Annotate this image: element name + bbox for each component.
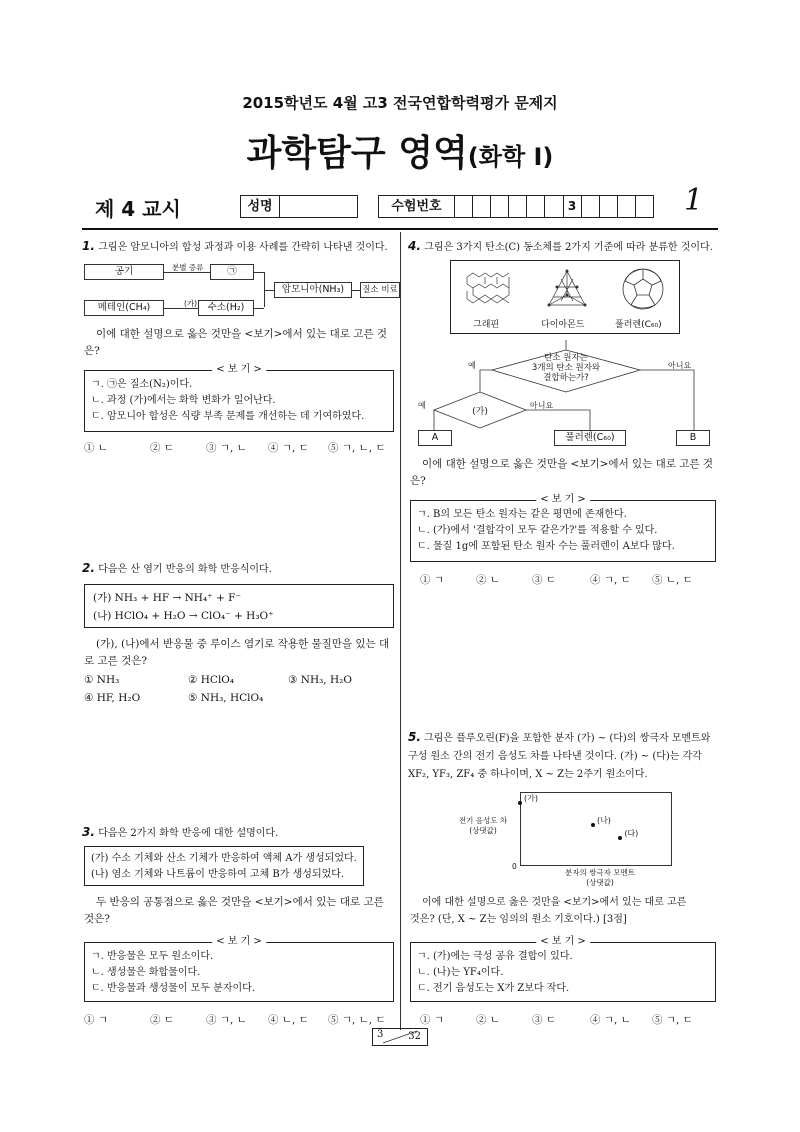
q2-text: 다음은 산 염기 반응의 화학 반응식이다. bbox=[98, 564, 272, 575]
decision1-text: 탄소 원자는 3개의 탄소 원자와 결합하는가? bbox=[531, 353, 601, 383]
exam-number-cell[interactable] bbox=[636, 196, 653, 217]
leaf-b: B bbox=[676, 430, 710, 446]
q1-diagram bbox=[84, 262, 396, 322]
q1-stem bbox=[82, 238, 394, 256]
q3-bogi-3: ㄷ. 반응물과 생성물이 모두 분자이다. bbox=[91, 983, 255, 994]
name-box bbox=[240, 195, 358, 218]
q4-number: 4. bbox=[408, 239, 421, 253]
y-axis-label: 전기 음성도 차 (상댓값) bbox=[458, 816, 508, 835]
q2-choices-row2 bbox=[84, 690, 394, 707]
arrow-fert bbox=[352, 290, 360, 291]
arrow-methane bbox=[164, 308, 198, 309]
ammonia-box: 암모니아(NH₃) bbox=[274, 282, 352, 298]
q2-choice-2[interactable]: ② HClO₄ bbox=[188, 674, 235, 686]
subject-sub: (화학 Ⅰ) bbox=[467, 143, 554, 171]
q3-choice-5[interactable]: ⑤ ㄱ, ㄴ, ㄷ bbox=[328, 1014, 386, 1026]
exam-number-cell[interactable]: 3 bbox=[564, 196, 582, 217]
q4-bogi bbox=[410, 494, 716, 562]
q5-text-line2: 구성 원소 간의 전기 음성도 차를 나타낸 것이다. (가) ~ (다)는 각각 bbox=[408, 751, 702, 762]
q1-bogi-title: < 보 기 > bbox=[212, 363, 266, 377]
q1-bogi-1: ㄱ. ㉠은 질소(N₂)이다. bbox=[91, 379, 193, 390]
q5-graph bbox=[440, 788, 700, 887]
ga-label: (가) bbox=[184, 299, 198, 308]
q3-number: 3. bbox=[82, 825, 95, 839]
exam-number-cell[interactable] bbox=[582, 196, 600, 217]
q5-bogi-1: ㄱ. (가)에는 극성 공유 결합이 있다. bbox=[417, 951, 573, 962]
q5-stem bbox=[408, 728, 724, 784]
q2-choice-5[interactable]: ⑤ NH₃, HClO₄ bbox=[188, 692, 264, 704]
no-label-2: 아니요 bbox=[530, 401, 554, 410]
q3-bogi-title: < 보 기 > bbox=[212, 935, 266, 949]
graphene-icon bbox=[463, 269, 515, 309]
q2-number: 2. bbox=[82, 561, 95, 575]
q4-bogi-1: ㄱ. B의 모든 탄소 원자는 같은 평면에 존재한다. bbox=[417, 509, 627, 520]
q1-bogi-2: ㄴ. 과정 (가)에서는 화학 변화가 일어난다. bbox=[91, 395, 276, 406]
line-hydrogen bbox=[254, 308, 264, 309]
graphene-label: 그래핀 bbox=[473, 320, 500, 330]
fullerene-icon bbox=[619, 265, 667, 313]
q5-number: 5. bbox=[408, 730, 421, 744]
q3-question: 두 반응의 공통점으로 옳은 것만을 <보기>에서 있는 대로 고른 것은? bbox=[84, 896, 384, 925]
fractional-label: 분별 증류 bbox=[172, 263, 204, 272]
q4-text: 그림은 3가지 탄소(C) 동소체를 2가지 기준에 따라 분류한 것이다. bbox=[424, 242, 713, 253]
x-axis-label: 분자의 쌍극자 모멘트 (상댓값) bbox=[565, 868, 635, 887]
q5-bogi-2: ㄴ. (나)는 YF₄이다. bbox=[417, 967, 504, 978]
q3-stem bbox=[82, 824, 394, 842]
q2-stem bbox=[82, 560, 394, 578]
q3-choice-4[interactable]: ④ ㄴ, ㄷ bbox=[268, 1014, 309, 1026]
q2-eq1: (가) NH₃ + HF → NH₄⁺ + F⁻ bbox=[93, 592, 242, 604]
subject-main: 과학탐구 영역 bbox=[246, 133, 468, 174]
fullerene-label: 풀러렌(C₆₀) bbox=[615, 320, 662, 330]
q3-text: 다음은 2가지 화학 반응에 대한 설명이다. bbox=[98, 828, 279, 839]
q2-choices-row1 bbox=[84, 672, 394, 689]
q5-text-line3: XF₂, YF₃, ZF₄ 중 하나이며, X ~ Z는 2주기 원소이다. bbox=[408, 769, 648, 780]
decision2-text: (가) bbox=[472, 407, 488, 417]
exam-number-cell[interactable] bbox=[455, 196, 473, 217]
q5-choice-2[interactable]: ② ㄴ bbox=[476, 1014, 500, 1026]
line-circle bbox=[254, 272, 264, 273]
q5-choices bbox=[420, 1012, 712, 1027]
q1-choice-1[interactable]: ① ㄴ bbox=[84, 442, 108, 454]
q2-choice-4[interactable]: ④ HF, H₂O bbox=[84, 692, 141, 704]
exam-number-label: 수험번호 bbox=[379, 196, 455, 217]
yes-label-2: 예 bbox=[418, 401, 426, 410]
q3-choice-3[interactable]: ③ ㄱ, ㄴ bbox=[206, 1014, 247, 1026]
q5-choice-5[interactable]: ⑤ ㄱ, ㄷ bbox=[652, 1014, 693, 1026]
yes-label-1: 예 bbox=[468, 361, 476, 370]
q5-bogi-3: ㄷ. 전기 음성도는 X가 Z보다 작다. bbox=[417, 983, 570, 994]
methane-box: 메테인(CH₄) bbox=[84, 300, 164, 316]
header-rule bbox=[82, 228, 718, 230]
hydrogen-box: 수소(H₂) bbox=[198, 300, 254, 316]
q4-bogi-3: ㄷ. 물질 1g에 포함된 탄소 원자 수는 풀러렌이 A보다 많다. bbox=[417, 541, 675, 552]
q2-equations bbox=[84, 584, 394, 628]
q4-stem bbox=[408, 238, 720, 256]
q5-choice-1[interactable]: ① ㄱ bbox=[420, 1014, 444, 1026]
q5-question bbox=[410, 894, 722, 928]
data-point-label: (가) bbox=[524, 794, 538, 804]
diamond-icon bbox=[543, 267, 591, 311]
q2-choice-3[interactable]: ③ NH₃, H₂O bbox=[288, 674, 352, 686]
q4-choice-4[interactable]: ④ ㄱ, ㄷ bbox=[590, 574, 631, 586]
data-point-label: (나) bbox=[596, 816, 611, 826]
q4-choice-3[interactable]: ③ ㄷ bbox=[532, 574, 556, 586]
leaf-a: A bbox=[418, 430, 452, 446]
column-divider bbox=[400, 232, 401, 1030]
exam-number-cell[interactable] bbox=[527, 196, 545, 217]
fertilizer-box: 질소 비료 bbox=[360, 282, 400, 298]
page-current: 3 bbox=[377, 1029, 384, 1040]
q5-text-line1: 5. 그림은 플루오린(F)을 포함한 분자 (가) ~ (다)의 쌍극자 모멘트와 bbox=[408, 730, 711, 744]
q4-choice-2[interactable]: ② ㄴ bbox=[476, 574, 500, 586]
q4-bogi-2: ㄴ. (가)에서 '결합각이 모두 같은가?'를 적용할 수 있다. bbox=[417, 525, 658, 536]
diamond-label: 다이아몬드 bbox=[541, 320, 585, 330]
q1-number: 1. bbox=[82, 239, 95, 253]
leaf-fullerene: 풀러렌(C₆₀) bbox=[554, 430, 626, 446]
q1-choices bbox=[84, 440, 398, 455]
origin-label: 0 bbox=[512, 862, 517, 871]
q4-choices bbox=[420, 572, 712, 587]
circle-box: ㉠ bbox=[210, 264, 254, 280]
q3-descriptions bbox=[84, 846, 364, 886]
exam-number-cell[interactable] bbox=[473, 196, 491, 217]
plot-area bbox=[520, 792, 672, 866]
q1-choice-5[interactable]: ⑤ ㄱ, ㄴ, ㄷ bbox=[328, 442, 386, 454]
q3-line2: (나) 염소 기체와 나트륨이 반응하여 고체 B가 생성되었다. bbox=[91, 869, 345, 880]
q4-choice-1[interactable]: ① ㄱ bbox=[420, 574, 444, 586]
q3-bogi bbox=[84, 936, 394, 1002]
name-field[interactable] bbox=[280, 196, 357, 217]
exam-number-cell[interactable] bbox=[618, 196, 636, 217]
q5-question-line2: 것은? (단, X ~ Z는 임의의 원소 기호이다.) [3점] bbox=[410, 914, 627, 925]
q3-line1: (가) 수소 기체와 산소 기체가 반응하여 액체 A가 생성되었다. bbox=[91, 853, 357, 864]
q4-question: 이에 대한 설명으로 옳은 것만을 <보기>에서 있는 대로 고른 것은? bbox=[410, 458, 714, 487]
exam-number-cell[interactable] bbox=[509, 196, 527, 217]
q1-bogi-3: ㄷ. 암모니아 합성은 식량 부족 문제를 개선하는 데 기여하였다. bbox=[91, 411, 365, 422]
q2-eq2: (나) HClO₄ + H₂O → ClO₄⁻ + H₃O⁺ bbox=[93, 610, 274, 622]
q1-text: 그림은 암모니아의 합성 과정과 이용 사례를 간략히 나타낸 것이다. bbox=[98, 242, 388, 253]
q4-bogi-title: < 보 기 > bbox=[536, 493, 590, 507]
period-label: 제 4 교시 bbox=[95, 197, 181, 221]
q1-choice-4[interactable]: ④ ㄱ, ㄷ bbox=[268, 442, 309, 454]
q5-bogi-title: < 보 기 > bbox=[536, 935, 590, 949]
page-counter bbox=[372, 1028, 428, 1046]
q1-choice-3[interactable]: ③ ㄱ, ㄴ bbox=[206, 442, 247, 454]
line-to-ammonia bbox=[264, 290, 274, 291]
q3-bogi-1: ㄱ. 반응물은 모두 원소이다. bbox=[91, 951, 214, 962]
page-total: 32 bbox=[408, 1031, 421, 1042]
exam-number-cell[interactable] bbox=[600, 196, 618, 217]
q5-choice-3[interactable]: ③ ㄷ bbox=[532, 1014, 556, 1026]
q3-choice-1[interactable]: ① ㄱ bbox=[84, 1014, 108, 1026]
q2-choice-1[interactable]: ① NH₃ bbox=[84, 674, 120, 686]
name-label: 성명 bbox=[241, 196, 280, 217]
exam-number-cell[interactable] bbox=[545, 196, 563, 217]
q3-bogi-2: ㄴ. 생성물은 화합물이다. bbox=[91, 967, 201, 978]
subject-title bbox=[0, 125, 800, 176]
q4-choice-5[interactable]: ⑤ ㄴ, ㄷ bbox=[652, 574, 693, 586]
exam-number-cell[interactable] bbox=[491, 196, 509, 217]
no-label-1: 아니요 bbox=[668, 361, 692, 370]
q1-choice-2[interactable]: ② ㄷ bbox=[150, 442, 174, 454]
data-point-label: (다) bbox=[624, 828, 639, 838]
q1-question: 이에 대한 설명으로 옳은 것만을 <보기>에서 있는 대로 고른 것은? bbox=[84, 328, 388, 357]
exam-title: 2015학년도 4월 고3 전국연합학력평가 문제지 bbox=[242, 94, 558, 112]
allotropes-panel bbox=[450, 260, 680, 334]
q2-question: (가), (나)에서 반응물 중 루이스 염기로 작용한 물질만을 있는 대로 고른 것은? bbox=[84, 638, 390, 667]
exam-number-box bbox=[378, 195, 654, 218]
q5-bogi bbox=[410, 936, 716, 1002]
page-number: 1 bbox=[684, 183, 704, 218]
q1-bogi bbox=[84, 364, 394, 432]
q5-choice-4[interactable]: ④ ㄱ, ㄴ bbox=[590, 1014, 631, 1026]
air-box: 공기 bbox=[84, 264, 164, 280]
arrow-air bbox=[164, 272, 210, 273]
q3-choices bbox=[84, 1012, 398, 1027]
q5-question-line1: 이에 대한 설명으로 옳은 것만을 <보기>에서 있는 대로 고른 bbox=[422, 897, 687, 908]
q3-choice-2[interactable]: ② ㄷ bbox=[150, 1014, 174, 1026]
